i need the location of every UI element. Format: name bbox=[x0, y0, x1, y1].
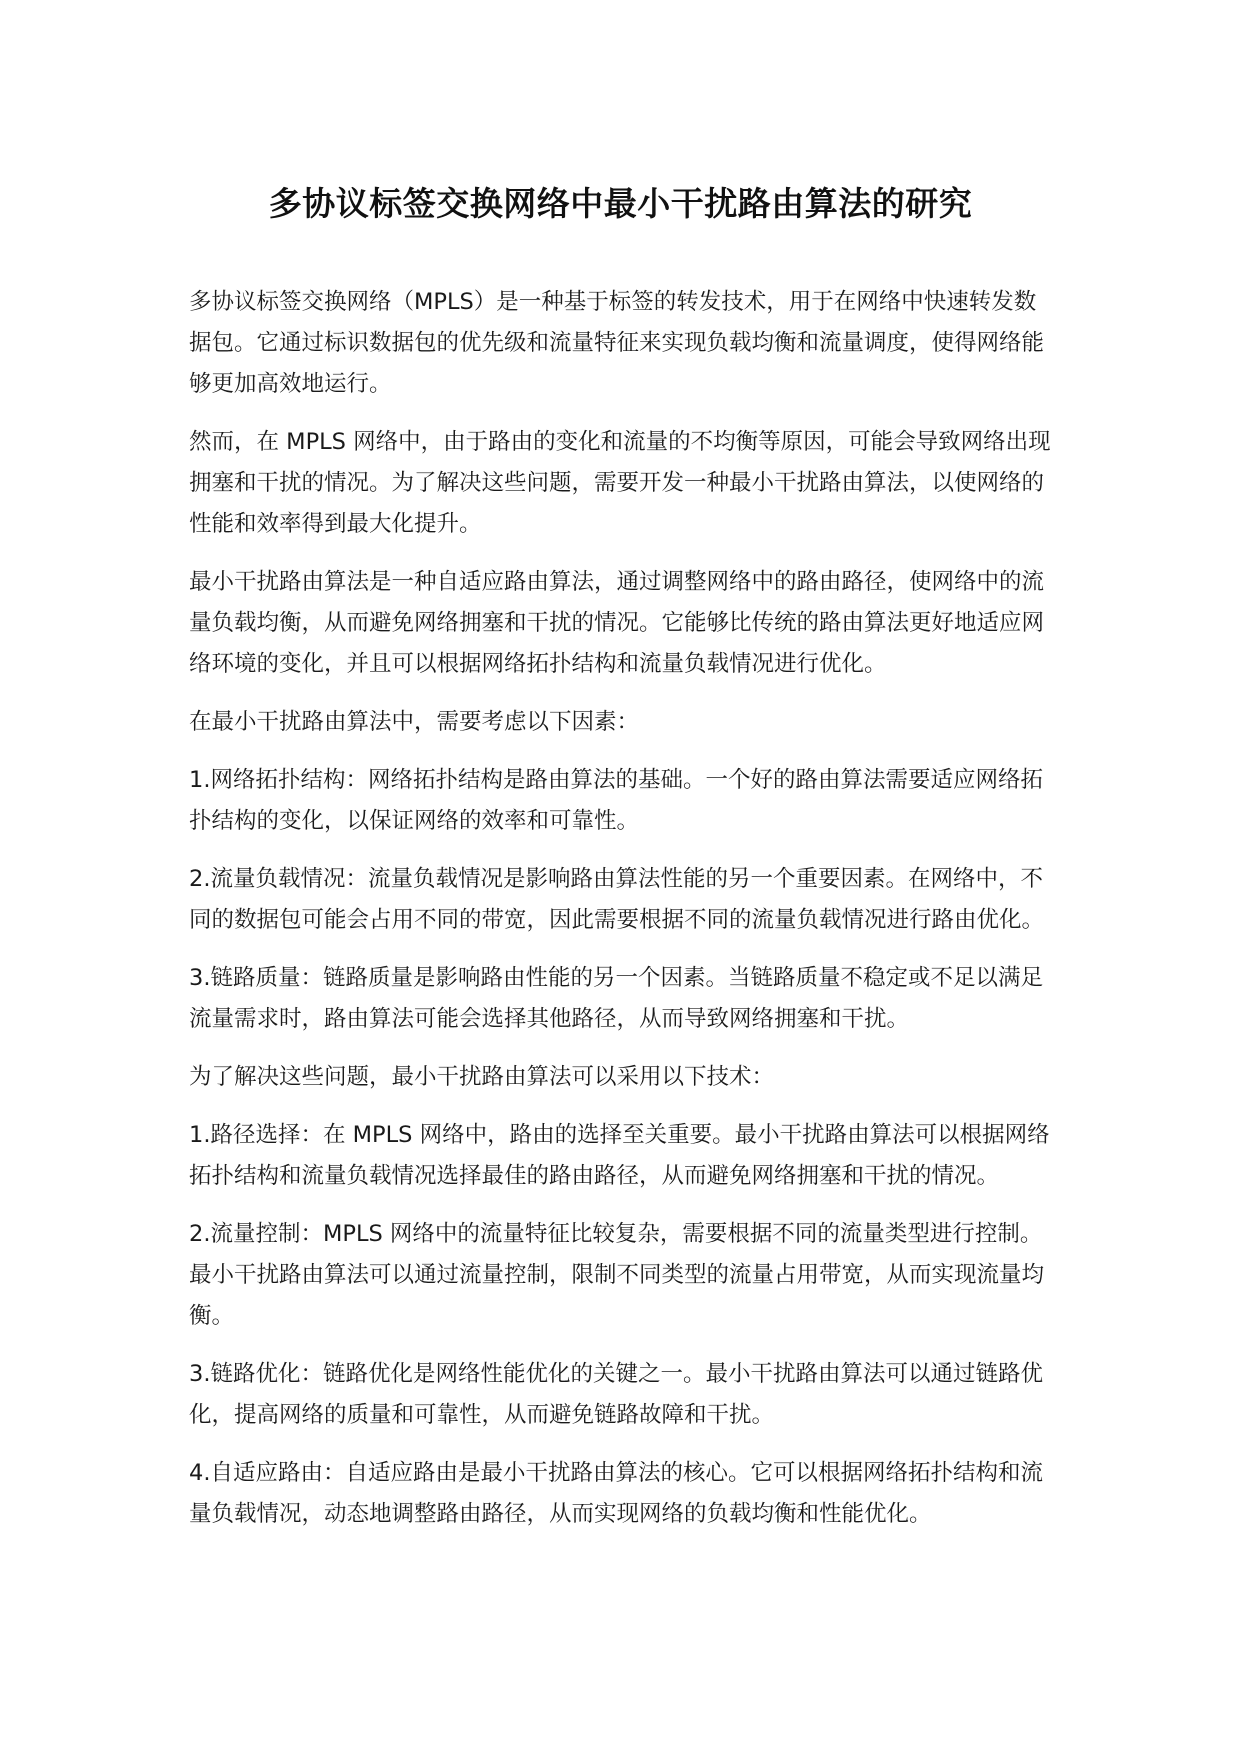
paragraph-problem: 然而，在 MPLS 网络中，由于路由的变化和流量的不均衡等原因，可能会导致网络出现拥塞和干扰的情况。为了解决这些问题，需要开发一种最小干扰路由算法，以使网络的性能和效率得到最大化提升。 bbox=[189, 429, 1051, 537]
document-body bbox=[189, 282, 1054, 1552]
paragraph-technique-traffic-control: 2.流量控制：MPLS 网络中的流量特征比较复杂，需要根据不同的流量类型进行控制。最小干扰路由算法可以通过流量控制，限制不同类型的流量占用带宽，从而实现流量均衡。 bbox=[189, 1221, 1045, 1329]
document-title: 多协议标签交换网络中最小干扰路由算法的研究 bbox=[268, 184, 973, 223]
paragraph-techniques-intro: 为了解决这些问题，最小干扰路由算法可以采用以下技术： bbox=[189, 1064, 775, 1090]
paragraph-factor-topology: 1.网络拓扑结构：网络拓扑结构是路由算法的基础。一个好的路由算法需要适应网络拓扑结构的变化，以保证网络的效率和可靠性。 bbox=[189, 767, 1043, 834]
paragraph-intro: 多协议标签交换网络（MPLS）是一种基于标签的转发技术，用于在网络中快速转发数据包。它通过标识数据包的优先级和流量特征来实现负载均衡和流量调度，使得网络能够更加高效地运行。 bbox=[189, 289, 1045, 397]
paragraph-technique-link-optimization: 3.链路优化：链路优化是网络性能优化的关键之一。最小干扰路由算法可以通过链路优化，提高网络的质量和可靠性，从而避免链路故障和干扰。 bbox=[189, 1361, 1043, 1428]
paragraph-factor-traffic-load: 2.流量负载情况：流量负载情况是影响路由算法性能的另一个重要因素。在网络中，不同的数据包可能会占用不同的带宽，因此需要根据不同的流量负载情况进行路由优化。 bbox=[189, 866, 1045, 933]
paragraph-technique-adaptive-routing: 4.自适应路由：自适应路由是最小干扰路由算法的核心。它可以根据网络拓扑结构和流量负载情况，动态地调整路由路径，从而实现网络的负载均衡和性能优化。 bbox=[189, 1460, 1043, 1527]
paragraph-factor-link-quality: 3.链路质量：链路质量是影响路由性能的另一个因素。当链路质量不稳定或不足以满足流量需求时，路由算法可能会选择其他路径，从而导致网络拥塞和干扰。 bbox=[189, 965, 1043, 1032]
paragraph-factors-intro: 在最小干扰路由算法中，需要考虑以下因素： bbox=[189, 709, 640, 735]
paragraph-algorithm: 最小干扰路由算法是一种自适应路由算法，通过调整网络中的路由路径，使网络中的流量负载均衡，从而避免网络拥塞和干扰的情况。它能够比传统的路由算法更好地适应网络环境的变化，并且可以根据网络拓扑结构和流量负载情况进行优化。 bbox=[189, 569, 1045, 677]
paragraph-technique-path-selection: 1.路径选择：在 MPLS 网络中，路由的选择至关重要。最小干扰路由算法可以根据网络拓扑结构和流量负载情况选择最佳的路由路径，从而避免网络拥塞和干扰的情况。 bbox=[189, 1122, 1050, 1189]
